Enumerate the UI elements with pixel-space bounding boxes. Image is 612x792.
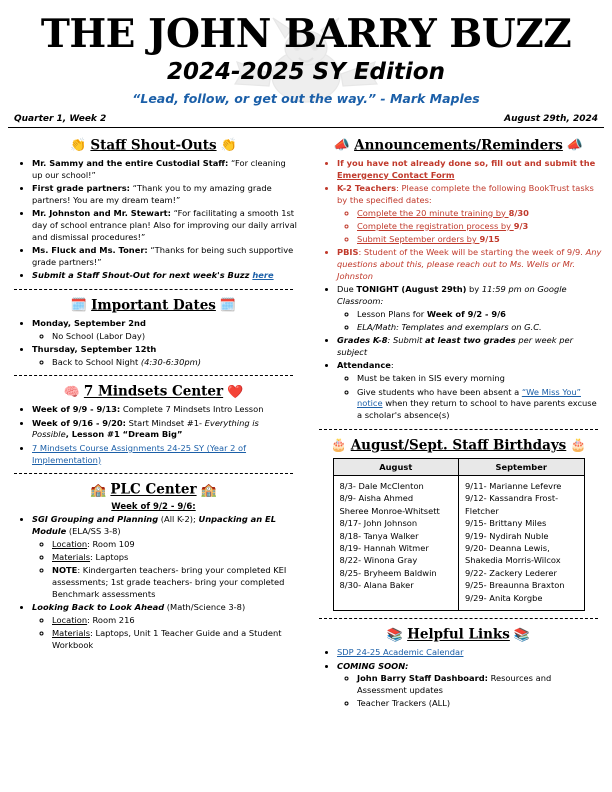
- birthday-table: [333, 458, 585, 611]
- newsletter-quote: “Lead, follow, or get out the way.” - Mark Maples: [132, 90, 480, 106]
- attendance-lead: Attendance: [337, 360, 391, 371]
- sub-list: [32, 615, 297, 652]
- list-item: 9/12- Kassandra Frost-Fletcher: [465, 493, 559, 516]
- plc-note-value: : Kindergarten teachers- bring your completed KEI assessments; 1st grade teachers- bring your completed Benchmark assessments: [52, 565, 287, 599]
- list-item: [32, 183, 297, 207]
- list-item: [337, 183, 602, 246]
- calendar-icon: 🗓️: [219, 297, 237, 313]
- announcement-lead: PBIS: [337, 247, 359, 258]
- plc-location-value: : Room 109: [87, 538, 135, 549]
- section-header-important-dates: [10, 296, 297, 314]
- plc-topic-2: Unpacking an EL Module: [32, 514, 277, 537]
- list-item: 9/29- Anita Korgbe: [465, 592, 543, 603]
- mindset-text: Start Mindset #1-: [125, 417, 205, 428]
- shoutouts-list: [10, 158, 297, 282]
- list-item: ◦ Must be taken in SIS every morning: [357, 373, 602, 385]
- books-icon: 📚: [386, 626, 404, 642]
- list-item: [32, 344, 297, 369]
- plc-location-value: : Room 216: [87, 615, 135, 626]
- booktrust-training-link[interactable]: Complete the 20 minute training by: [357, 207, 509, 218]
- september-birthdays-cell: [459, 475, 585, 610]
- list-item: ◦ Teacher Trackers (ALL): [357, 698, 602, 710]
- divider: [319, 429, 598, 430]
- we-miss-you-notice-link[interactable]: “We Miss You” notice: [357, 386, 581, 409]
- divider: [14, 375, 293, 376]
- announcement-prefix: Due: [337, 284, 357, 295]
- list-item: [357, 208, 602, 220]
- emergency-contact-form-link[interactable]: Emergency Contact Form: [337, 169, 455, 180]
- section-header-plc: [10, 480, 297, 498]
- divider: [14, 473, 293, 474]
- list-item: [357, 234, 602, 246]
- shoutout-lead: Mr. Sammy and the entire Custodial Staff:: [32, 157, 229, 168]
- shoutout-lead: First grade partners:: [32, 183, 130, 193]
- left-column: [10, 134, 299, 712]
- mindset-lesson: , Lesson #1 “Dream Big”: [65, 429, 183, 440]
- divider: [319, 618, 598, 619]
- shoutout-submit-text: Submit a Staff Shout-Out for next week's Buzz: [32, 269, 253, 280]
- list-item: [52, 552, 297, 564]
- grades-tail: per week per subject: [337, 335, 573, 358]
- list-item: 9/22- Zackery Lederer: [465, 567, 557, 578]
- helpful-links-title: Helpful Links: [407, 626, 510, 643]
- section-header-announcements: [315, 136, 602, 154]
- attendance-text: Give students who have been absent a: [357, 386, 522, 397]
- list-item: [32, 318, 297, 343]
- august-birthdays-cell: [333, 475, 459, 610]
- clap-icon: 👏: [220, 137, 237, 153]
- table-header-row: [333, 458, 584, 475]
- sub-list: [32, 539, 297, 601]
- plc-title: PLC Center: [110, 481, 197, 498]
- plc-materials-value: : Laptops, Unit 1 Teacher Guide and a Student Workbook: [52, 628, 282, 651]
- cake-icon: 🎂: [330, 437, 347, 453]
- issue-date: August 29th, 2024: [504, 113, 598, 124]
- booktrust-registration-link[interactable]: Complete the registration process by: [357, 220, 514, 231]
- mindset-week: Week of 9/16 - 9/20:: [32, 417, 126, 428]
- list-item: [52, 539, 297, 551]
- announcements-title: Announcements/Reminders: [354, 137, 563, 154]
- list-item: [337, 158, 602, 182]
- plc-topic-detail: (Math/Science 3-8): [164, 602, 246, 613]
- section-header-mindsets: [10, 382, 297, 400]
- date-lead: Thursday, September 12th: [32, 343, 157, 354]
- list-item: 8/9- Aisha Ahmed: [339, 493, 414, 504]
- right-column: [313, 134, 602, 712]
- plc-topic-2-detail: (ELA/SS 3-8): [66, 526, 121, 537]
- list-item: [357, 673, 602, 697]
- list-item: 9/15- Brittany Miles: [465, 518, 547, 529]
- booktrust-orders-link[interactable]: Submit September orders by: [357, 234, 480, 245]
- shoutout-text: “Thanks for being such supportive grade partners!”: [32, 244, 294, 267]
- announcement-text: If you have not already done so, fill out and submit the: [337, 157, 596, 168]
- list-item: 8/3- Dale McClenton: [339, 480, 424, 491]
- coming-soon-label: COMING SOON:: [337, 660, 409, 671]
- birthday-table-wrap: [315, 458, 602, 611]
- list-item: 8/18- Tanya Walker: [339, 530, 419, 541]
- list-item: 8/19- Hannah Witmer: [339, 543, 429, 554]
- list-item: [32, 270, 297, 282]
- list-item: [337, 647, 602, 659]
- body-columns: [0, 128, 612, 712]
- list-item: 9/11- Marianne Lefevre: [465, 480, 562, 491]
- list-item: Shakedia Morris-Wilcox: [465, 555, 561, 566]
- list-item: [357, 309, 602, 321]
- list-item: [52, 628, 297, 652]
- megaphone-icon: 📣: [566, 137, 584, 153]
- staff-dashboard-label: John Barry Staff Dashboard:: [357, 673, 488, 684]
- list-item: 8/17- John Johnson: [339, 518, 418, 529]
- list-item: 8/22- Winona Gray: [339, 555, 418, 566]
- list-item: [337, 247, 602, 282]
- mindsets-title: 7 Mindsets Center: [83, 383, 224, 400]
- plc-location-label: Location: [52, 615, 88, 626]
- mindsets-list: [10, 404, 297, 466]
- section-header-birthdays: [315, 436, 602, 454]
- sub-list: [337, 673, 602, 710]
- school-icon: 🏫: [200, 481, 217, 497]
- list-item: [32, 208, 297, 243]
- lesson-plans-week: Week of 9/2 - 9/6: [426, 308, 506, 319]
- booktrust-registration-date: 9/3: [513, 220, 529, 231]
- mindsets-course-link[interactable]: 7 Mindsets Course Assignments 24-25 SY (Year 2 of Implementation): [32, 442, 247, 465]
- helpful-links-list: [315, 647, 602, 710]
- school-icon: 🏫: [90, 481, 107, 497]
- megaphone-icon: 📣: [333, 137, 351, 153]
- column-header-august: August: [333, 458, 459, 475]
- plc-topic: SGI Grouping and Planning: [32, 514, 159, 525]
- staff-dashboard-text: Resources and Assessment updates: [357, 673, 552, 696]
- academic-calendar-link[interactable]: SDP 24-25 Academic Calendar: [337, 647, 464, 658]
- column-header-september: September: [459, 458, 585, 475]
- grades-lead: Grades K-8: [337, 335, 388, 346]
- shoutouts-title: Staff Shout-Outs: [90, 137, 217, 154]
- list-item: [337, 360, 602, 421]
- section-header-shoutouts: [10, 136, 297, 154]
- grades-requirement: at least two grades: [425, 335, 516, 346]
- plc-materials-value: : Laptops: [90, 552, 129, 563]
- shoutout-text: “For cleaning up our school!”: [32, 157, 286, 180]
- list-item: [337, 284, 602, 334]
- list-item: ◦ Back to School Night (4:30-6:30pm): [52, 357, 297, 369]
- shoutout-submit-link[interactable]: here: [252, 269, 274, 280]
- sub-list: [337, 309, 602, 334]
- list-item: 9/19- Nydirah Nuble: [465, 530, 549, 541]
- announcements-list: [315, 158, 602, 422]
- mindset-title-italic: Everything is Possible: [32, 417, 259, 440]
- announcement-lead: K-2 Teachers: [337, 183, 397, 193]
- list-item: ◦ No School (Labor Day): [52, 331, 297, 343]
- important-dates-title: Important Dates: [91, 297, 216, 314]
- announcement-due-date: TONIGHT (August 29th): [356, 284, 467, 295]
- announcement-text: by: [466, 284, 482, 295]
- heart-icon: ❤️: [227, 383, 244, 399]
- brain-icon: 🧠: [63, 383, 80, 399]
- announcement-where: 11:59 pm on Google Classroom:: [337, 284, 567, 307]
- list-item: [357, 387, 602, 422]
- shoutout-text: “Thank you to my amazing grade partners! You are my dream team!”: [32, 183, 272, 205]
- issue-label: Quarter 1, Week 2: [14, 113, 107, 124]
- masthead-meta: [0, 114, 612, 127]
- list-item: [32, 418, 297, 442]
- announcement-text: : Student of the Week will be starting the week of 9/9.: [358, 247, 586, 258]
- list-item: [32, 443, 297, 467]
- table-row: [333, 475, 584, 610]
- list-item: 9/25- Breaunna Braxton: [465, 580, 565, 591]
- sub-list: [32, 331, 297, 343]
- list-item: 9/20- Deanna Lewis,: [465, 543, 550, 554]
- date-lead: Monday, September 2nd: [32, 317, 146, 328]
- sub-list: [32, 357, 297, 369]
- plc-materials-label: Materials: [52, 552, 91, 563]
- grades-text: : Submit: [387, 335, 426, 346]
- list-item: [52, 565, 297, 600]
- newsletter-subtitle: 2024-2025 SY Edition: [167, 58, 445, 85]
- plc-topic: Looking Back to Look Ahead: [32, 602, 165, 613]
- plc-note-label: NOTE: [52, 565, 78, 576]
- list-item: [52, 615, 297, 627]
- important-dates-list: [10, 318, 297, 369]
- divider: [14, 289, 293, 290]
- masthead: [0, 0, 612, 127]
- list-item: Sheree Monroe-Whitsett: [339, 505, 440, 516]
- lesson-plans-text: Lesson Plans for: [357, 308, 427, 319]
- sub-list: [337, 208, 602, 246]
- list-item: 8/30- Alana Baker: [339, 580, 414, 591]
- shoutout-text: “For facilitating a smooth 1st day of school entrance plan! Also for improving our daily arrival and dismissal procedures!”: [32, 208, 297, 242]
- cake-icon: 🎂: [570, 437, 587, 453]
- list-item: [32, 602, 297, 652]
- announcement-text: : Please complete the following BookTrust tasks by the specified dates:: [337, 183, 594, 205]
- list-item: [32, 514, 297, 600]
- calendar-icon: 🗓️: [70, 297, 88, 313]
- birthdays-title: August/Sept. Staff Birthdays: [350, 437, 567, 454]
- list-item: [337, 335, 602, 359]
- list-item: [337, 661, 602, 711]
- list-item: [32, 245, 297, 269]
- plc-list: [10, 514, 297, 652]
- plc-topic-detail: (All K-2);: [158, 514, 199, 525]
- sub-list: [337, 373, 602, 422]
- clap-icon: 👏: [70, 137, 87, 153]
- list-item: [357, 221, 602, 233]
- mindset-text: Complete 7 Mindsets Intro Lesson: [120, 404, 264, 415]
- booktrust-orders-date: 9/15: [479, 234, 500, 245]
- plc-week-label: Week of 9/2 - 9/6:: [111, 502, 196, 513]
- shoutout-lead: Mr. Johnston and Mr. Stewart:: [32, 208, 171, 219]
- books-icon: 📚: [513, 626, 531, 642]
- shoutout-lead: Ms. Fluck and Ms. Toner:: [32, 244, 148, 255]
- list-item: [32, 404, 297, 416]
- plc-materials-label: Materials: [52, 628, 91, 639]
- booktrust-training-date: 8/30: [508, 207, 529, 218]
- announcement-note: Any questions about this, please reach out to Ms. Wells or Mr. Johnston: [337, 247, 602, 281]
- plc-location-label: Location: [52, 538, 88, 549]
- attendance-tail: when they return to school to have parents excuse a scholar's absence(s): [357, 398, 597, 421]
- attendance-colon: :: [390, 360, 394, 371]
- mindset-week: Week of 9/9 - 9/13:: [32, 404, 121, 415]
- newsletter-title: THE JOHN BARRY BUZZ: [40, 11, 572, 57]
- list-item: ◦ ELA/Math: Templates and exemplars on G.C.: [357, 322, 602, 334]
- section-header-helpful-links: [315, 625, 602, 643]
- list-item: [32, 158, 297, 182]
- list-item: 8/25- Bryheem Baldwin: [339, 567, 437, 578]
